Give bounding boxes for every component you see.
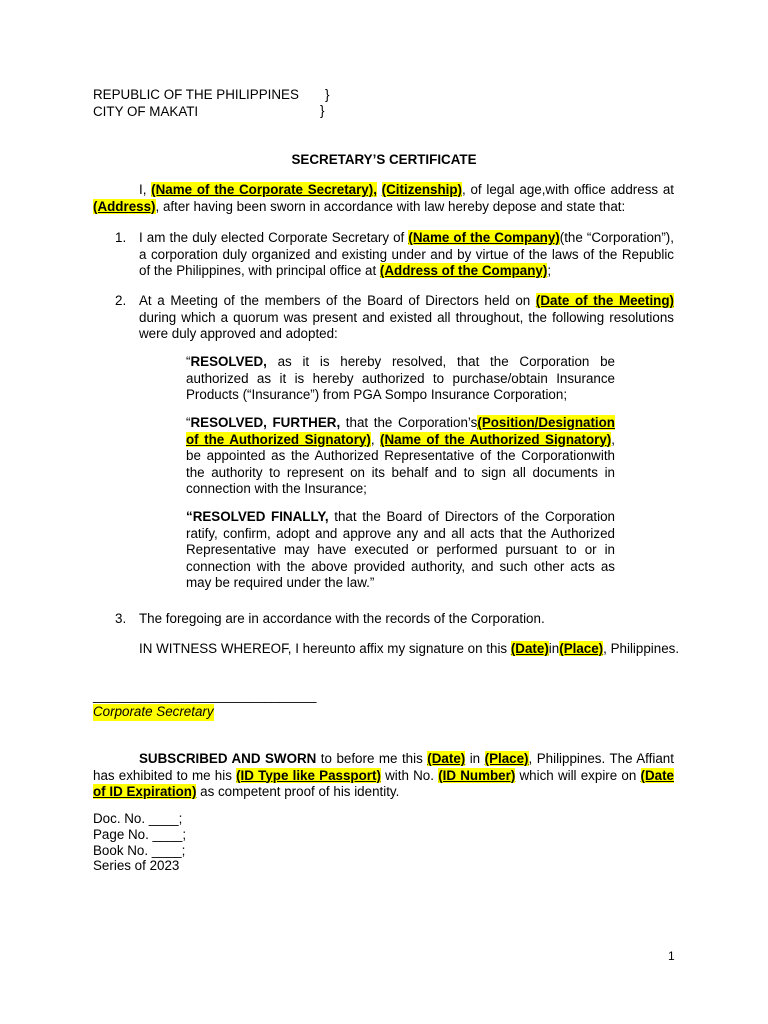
venue-block: [93, 87, 299, 120]
item-1: [139, 230, 674, 280]
resolution-1: [186, 354, 615, 404]
venue-city: CITY OF MAKATI: [93, 103, 199, 119]
document-title: SECRETARY’S CERTIFICATE: [291, 152, 477, 167]
placeholder-company-address: (Address of the Company): [379, 263, 548, 278]
notary-page-no: Page No. ____;: [93, 826, 187, 842]
witness-clause: [139, 641, 679, 658]
placeholder-signatory-name: (Name of the Authorized Signatory): [380, 431, 612, 447]
placeholder-address: (Address): [93, 198, 156, 214]
placeholder-company-name: (Name of the Company): [408, 230, 560, 245]
item-3-text: The foregoing are in accordance with the records of the Corporation.: [139, 611, 545, 626]
jurat-text-3: , Philippines. The Affiant has exhibited to me his: [93, 751, 674, 783]
item-2: [139, 293, 674, 343]
venue-brace-top: }: [325, 87, 330, 102]
placeholder-signatory-position: (Position/Designation of the Authorized Signatory): [186, 415, 615, 447]
item-2-text-2: during which a quorum was present and existed all throughout, the following resolutions were duly approved and adopted:: [139, 309, 674, 341]
resolution-2-quote: “: [186, 415, 191, 430]
signature-label: Corporate Secretary: [93, 704, 214, 719]
resolution-2-keyword: RESOLVED, FURTHER,: [190, 415, 341, 430]
placeholder-witness-date: (Date): [510, 641, 549, 656]
item-2-number: 2.: [115, 293, 127, 308]
item-1-text-2: (the “Corporation”), a corporation duly organized and existing under and by virtue of the laws of the Republic of the Philippines, with principal office at: [139, 230, 674, 278]
notary-block: [93, 811, 186, 874]
intro-sep: [377, 182, 382, 197]
resolution-3: [186, 509, 615, 592]
jurat-text-4: with No.: [380, 767, 439, 783]
witness-text-2: in: [548, 641, 560, 656]
witness-text-3: , Philippines.: [603, 641, 680, 656]
notary-doc-no: Doc. No. ____;: [93, 811, 183, 826]
intro-text-1: , of legal age,with office address at: [462, 182, 674, 197]
placeholder-id-type: (ID Type like Passport): [236, 767, 381, 783]
item-1-number: 1.: [115, 230, 127, 245]
resolution-1-keyword: RESOLVED,: [190, 354, 267, 369]
venue-republic: REPUBLIC OF THE PHILIPPINES: [93, 87, 299, 102]
item-1-text-1: I am the duly elected Corporate Secretary of: [139, 230, 409, 245]
item-1-text-3: ;: [547, 263, 552, 278]
resolution-2-text-1: that the Corporation’s: [340, 415, 478, 430]
item-2-text-1: At a Meeting of the members of the Board of Directors held on: [139, 293, 536, 308]
notary-series: Series of 2023: [93, 858, 180, 874]
jurat-text-2: in: [465, 751, 485, 766]
page-number: 1: [668, 949, 675, 963]
placeholder-jurat-date: (Date): [427, 751, 466, 766]
placeholder-meeting-date: (Date of the Meeting): [535, 293, 674, 308]
placeholder-jurat-place: (Place): [484, 751, 529, 766]
signature-line: ______________________________: [93, 688, 317, 703]
resolution-3-text: that the Board of Directors of the Corporation ratify, confirm, adopt and approve any and all acts that the Authorized Representative may have executed or performed pursuant to or in connection with the above provided authority, and such other acts as may be required under the law.”: [186, 509, 615, 590]
intro-paragraph: [93, 182, 674, 215]
placeholder-citizenship: (Citizenship): [381, 182, 463, 197]
intro-lead: I,: [139, 182, 152, 197]
jurat-text-1: to before me this: [316, 751, 428, 766]
resolution-2: [186, 415, 615, 498]
jurat-text-6: as competent proof of his identity.: [196, 784, 400, 799]
notary-book-no: Book No. ____;: [93, 842, 186, 858]
placeholder-secretary-name: (Name of the Corporate Secretary),: [151, 182, 377, 197]
placeholder-witness-place: (Place): [559, 641, 604, 656]
item-3-number: 3.: [115, 611, 127, 626]
venue-brace-bottom: }: [320, 103, 325, 118]
jurat-text-5: which will expire on: [515, 767, 641, 783]
jurat-paragraph: [93, 751, 674, 801]
placeholder-id-number: (ID Number): [438, 767, 516, 783]
resolution-1-quote: “: [186, 354, 191, 369]
witness-text-1: IN WITNESS WHEREOF, I hereunto affix my signature on this: [139, 641, 511, 656]
item-3: [139, 611, 545, 628]
resolution-3-keyword: “RESOLVED FINALLY,: [186, 509, 329, 524]
resolution-2-text-2: ,: [370, 431, 381, 447]
jurat-keyword: SUBSCRIBED AND SWORN: [139, 751, 317, 766]
resolution-2-text-3: , be appointed as the Authorized Representative of the Corporationwith the authority to represent on its behalf and to sign all documents in connection with the Insurance;: [186, 431, 615, 496]
intro-text-2: , after having been sworn in accordance with law hereby depose and state that:: [155, 198, 626, 214]
placeholder-id-expiration: (Date of ID Expiration): [93, 767, 674, 799]
resolution-1-text: as it is hereby resolved, that the Corporation be authorized as it is hereby authorized to purchase/obtain Insurance Products (“Insurance”) from PGA Sompo Insurance Corporation;: [186, 354, 615, 402]
